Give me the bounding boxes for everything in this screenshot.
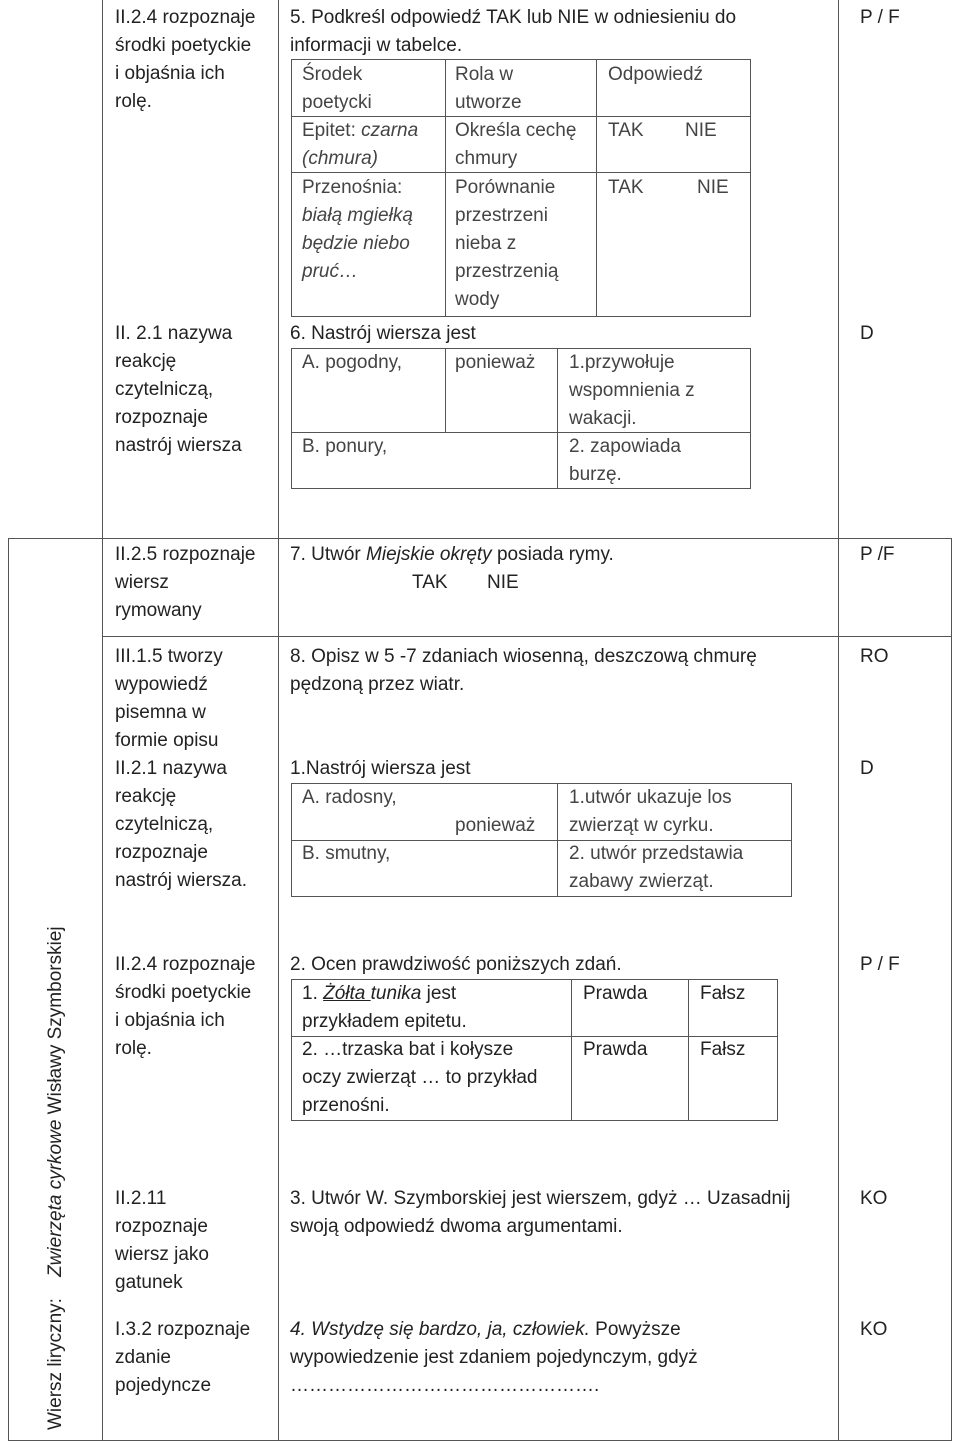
requirement-text: II.2.4 rozpoznaje środki poetyckie i objaśnia ich rolę.: [115, 7, 256, 112]
device-cell: Epitet: czarna (chmura): [302, 120, 419, 169]
level-badge: P / F: [860, 7, 900, 28]
level-badge: D: [860, 758, 874, 779]
true-option[interactable]: Prawda: [583, 983, 648, 1004]
level-badge: KO: [860, 1319, 888, 1340]
conjunction: ponieważ: [455, 352, 536, 373]
level-badge: D: [860, 323, 874, 344]
requirement-text: I.3.2 rozpoznaje zdanie pojedyncze: [115, 1319, 251, 1396]
statement-1: 1. Żółta tunika jest przykładem epitetu.: [302, 983, 467, 1032]
answer-no[interactable]: NIE: [697, 177, 729, 198]
reason-1[interactable]: 1.utwór ukazuje los zwierząt w cyrku.: [569, 787, 732, 836]
reason-2[interactable]: 2. zapowiada burzę.: [569, 436, 681, 485]
requirement-text: II.2.5 rozpoznaje wiersz rymowany: [115, 544, 256, 621]
requirement-text: II. 2.1 nazywa reakcję czytelniczą, rozpoznaje nastrój wiersza: [115, 323, 242, 456]
device-cell: Przenośnia: białą mgiełką będzie niebo pruć…: [302, 177, 413, 282]
requirement-text: II.2.11 rozpoznaje wiersz jako gatunek: [115, 1188, 209, 1293]
role-cell: Porównanie przestrzeni nieba z przestrzenią wody: [455, 177, 559, 310]
requirement-text: III.1.5 tworzy wypowiedź pisemna w formie opisu: [115, 646, 223, 751]
reason-1[interactable]: 1.przywołuje wspomnienia z wakacji.: [569, 352, 695, 429]
question-text: 1.Nastrój wiersza jest: [290, 758, 471, 779]
question-text: 7. Utwór Miejskie okręty posiada rymy.: [290, 544, 614, 565]
level-badge: RO: [860, 646, 889, 667]
question-text: 2. Ocen prawdziwość poniższych zdań.: [290, 954, 622, 975]
level-badge: P / F: [860, 954, 900, 975]
table-header: Środek poetycki: [302, 64, 372, 113]
option-a[interactable]: A. pogodny,: [302, 352, 403, 373]
answer-line[interactable]: ………………………………………….: [290, 1375, 600, 1396]
question-text: 4. Wstydzę się bardzo, ja, człowiek. Powyższe wypowiedzenie jest zdaniem pojedynczym, gdyż ………………………………………….: [290, 1316, 698, 1400]
question-text: 8. Opisz w 5 -7 zdaniach wiosenną, deszczową chmurę pędzoną przez wiatr.: [290, 646, 757, 695]
table-header: Rola w utworze: [455, 64, 522, 113]
question-text: 3. Utwór W. Szymborskiej jest wierszem, gdyż … Uzasadnij swoją odpowiedź dwoma argumentami.: [290, 1188, 791, 1237]
level-badge: P /F: [860, 544, 895, 565]
reason-2[interactable]: 2. utwór przedstawia zabawy zwierząt.: [569, 843, 744, 892]
false-option[interactable]: Fałsz: [700, 983, 746, 1004]
table-header: Odpowiedź: [608, 64, 704, 85]
role-cell: Określa cechę chmury: [455, 120, 577, 169]
answer-no[interactable]: NIE: [487, 572, 519, 593]
option-a[interactable]: A. radosny,: [302, 787, 397, 808]
statement-2: 2. …trzaska bat i kołysze oczy zwierząt … to przykład przenośni.: [302, 1039, 538, 1116]
requirement-text: II.2.4 rozpoznaje środki poetyckie i objaśnia ich rolę.: [115, 954, 256, 1059]
false-option[interactable]: Fałsz: [700, 1039, 746, 1060]
option-b[interactable]: B. ponury,: [302, 436, 388, 457]
question-text: 5. Podkreśl odpowiedź TAK lub NIE w odniesieniu do informacji w tabelce.: [290, 7, 737, 56]
question-text: 6. Nastrój wiersza jest: [290, 323, 476, 344]
section-label: Wiersz liryczny: Zwierzęta cyrkowe Wisławy Szymborskiej: [45, 926, 66, 1430]
true-option[interactable]: Prawda: [583, 1039, 648, 1060]
answer-yes[interactable]: TAK: [412, 572, 448, 593]
conjunction: ponieważ: [455, 815, 536, 836]
level-badge: KO: [860, 1188, 888, 1209]
requirement-text: II.2.1 nazywa reakcję czytelniczą, rozpoznaje nastrój wiersza.: [115, 758, 247, 891]
option-b[interactable]: B. smutny,: [302, 843, 391, 864]
answer-yes[interactable]: TAK: [608, 120, 644, 141]
answer-no[interactable]: NIE: [685, 120, 717, 141]
answer-yes[interactable]: TAK: [608, 177, 644, 198]
